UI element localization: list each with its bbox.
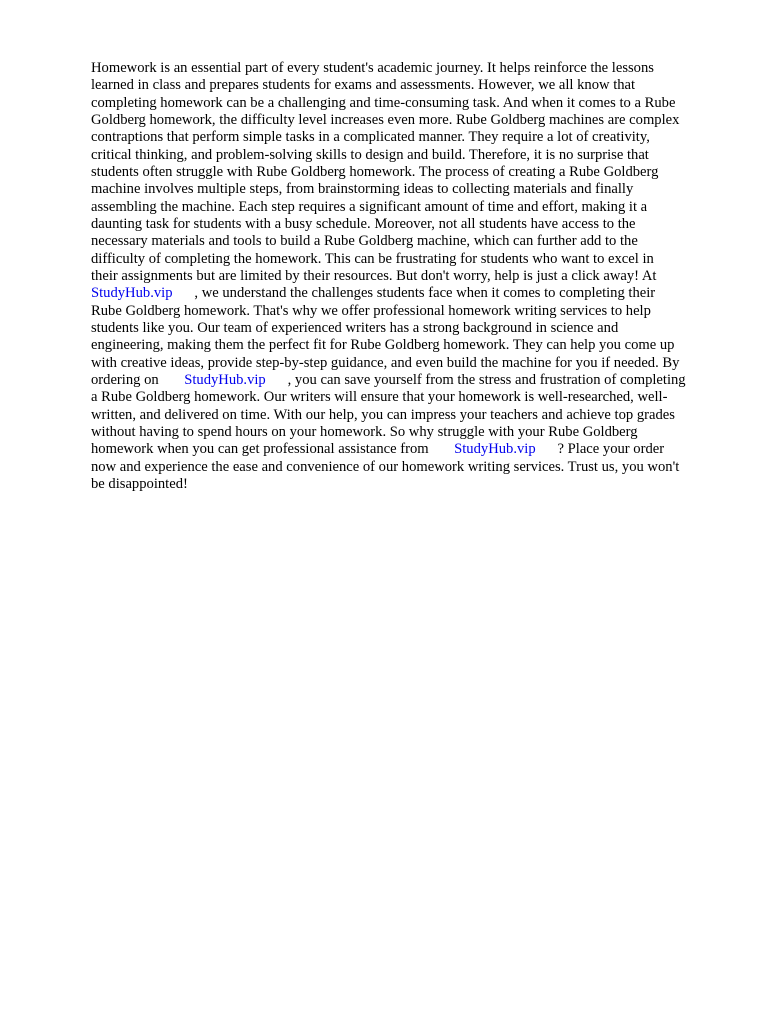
text-line: assembling the machine. Each step requires a significant amount of time and effort, making it a	[91, 198, 648, 215]
text-line: Goldberg homework, the difficulty level increases even more. Rube Goldberg machines are complex	[91, 111, 680, 128]
studyhub-link[interactable]: StudyHub.vip	[184, 371, 266, 388]
text-line: a Rube Goldberg homework. Our writers will ensure that your homework is well-researched, well-	[91, 389, 668, 406]
text-line: students often struggle with Rube Goldberg homework. The process of creating a Rube Goldberg	[91, 163, 659, 180]
text-line: machine involves multiple steps, from brainstorming ideas to collecting materials and finally	[91, 181, 634, 198]
text-line: be disappointed!	[91, 475, 188, 492]
text-line: contraptions that perform simple tasks in a complicated manner. They require a lot of creativity,	[91, 129, 650, 146]
text-line: difficulty of completing the homework. This can be frustrating for students who want to excel in	[91, 250, 654, 267]
text-line: without having to spend hours on your homework. So why struggle with your Rube Goldberg	[91, 423, 638, 440]
text-line: critical thinking, and problem-solving skills to design and build. Therefore, it is no surprise that	[91, 146, 649, 163]
text-segment: ? Place your order	[535, 441, 665, 458]
text-line: necessary materials and tools to build a Rube Goldberg machine, which can further add to the	[91, 233, 638, 250]
document-body	[91, 60, 721, 493]
text-line: their assignments but are limited by their resources. But don't worry, help is just a click away! At	[91, 267, 657, 284]
text-line: students like you. Our team of experienced writers has a strong background in science and	[91, 319, 619, 336]
text-line: Homework is an essential part of every student's academic journey. It helps reinforce the lessons	[91, 60, 654, 76]
text-segment: , we understand the challenges students face when it comes to completing their	[172, 285, 656, 302]
text-line-with-link	[91, 285, 721, 302]
text-segment: ordering on	[91, 371, 185, 388]
studyhub-link[interactable]: StudyHub.vip	[454, 441, 536, 458]
text-line: written, and delivered on time. With our help, you can impress your teachers and achieve top grades	[91, 406, 675, 423]
text-segment: , you can save yourself from the stress and frustration of completing	[265, 371, 686, 388]
text-line: learned in class and prepares students for exams and assessments. However, we all know that	[91, 77, 636, 94]
studyhub-link[interactable]: StudyHub.vip	[91, 285, 173, 302]
text-line: daunting task for students with a busy schedule. Moreover, not all students have access to the	[91, 215, 636, 232]
text-segment: homework when you can get professional assistance from	[91, 441, 455, 458]
text-line-with-link	[91, 372, 721, 389]
text-line: engineering, making them the perfect fit for Rube Goldberg homework. They can help you come up	[91, 337, 675, 354]
text-line-with-link	[91, 441, 721, 458]
text-line: now and experience the ease and convenience of our homework writing services. Trust us, you won't	[91, 458, 680, 475]
text-line: with creative ideas, provide step-by-step guidance, and even build the machine for you if needed. By	[91, 354, 680, 371]
text-line: Rube Goldberg homework. That's why we offer professional homework writing services to help	[91, 302, 651, 319]
text-line: completing homework can be a challenging and time-consuming task. And when it comes to a Rube	[91, 94, 676, 111]
